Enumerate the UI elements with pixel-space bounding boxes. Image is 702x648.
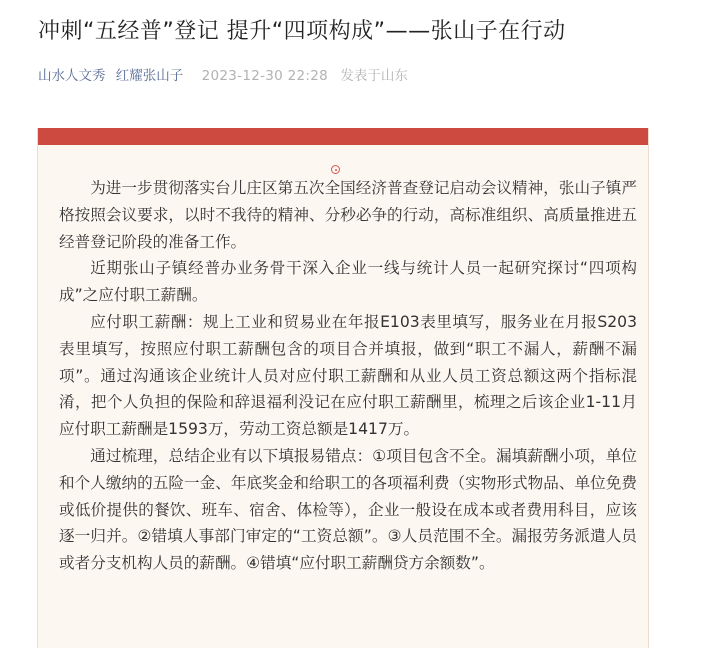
body-paragraph: 为进一步贯彻落实台儿庄区第五次全国经济普查登记启动会议精神，张山子镇严格按照会议要求，以时不我待的精神、分秒必争的行动，高标准组织、高质量推进五经普登记阶段的准备工作。 (59, 179, 637, 251)
publish-datetime: 2023-12-30 22:28 (201, 68, 329, 84)
account-name-link[interactable]: 山水人文秀 (38, 68, 106, 84)
circle-ornament-icon (331, 165, 340, 174)
body-paragraph: 通过梳理，总结企业有以下填报易错点：①项目包含不全。漏填薪酬小项，单位和个人缴纳的五险一金、年底奖金和给职工的各项福利费（实物形式物品、单位免费或低价提供的餐饮、班车、宿舍、体检等），企业一般设在成本或者费用科目，应该逐一归并。②错填人事部门审定的“工资总额”。③人员范围不全。漏报劳务派遣人员或者分支机构人员的薪酬。④错填“应付职工薪酬贷方余额数”。 (59, 446, 637, 573)
body-paragraph: 近期张山子镇经普办业务骨干深入企业一线与统计人员一起研究探讨“四项构成”之应付职工薪酬。 (59, 259, 637, 305)
article-body (59, 175, 637, 577)
article-title: 冲刺“五经普”登记 提升“四项构成”——张山子在行动 (38, 19, 566, 44)
card-header-bar (38, 128, 648, 145)
account-tag-link[interactable]: 红耀张山子 (115, 68, 184, 84)
article-meta (38, 64, 408, 84)
article-content-card (37, 128, 649, 648)
body-paragraph: 应付职工薪酬：规上工业和贸易业在年报E103表里填写，服务业在月报S203表里填写，按照应付职工薪酬包含的项目合并填报，做到“职工不漏人，薪酬不漏项”。通过沟通该企业统计人员对应付职工薪酬和从业人员工资总额这两个指标混淆，把个人负担的保险和辞退福利没记在应付职工薪酬里，梳理之后该企业1-11月应付职工薪酬是1593万，劳动工资总额是1417万。 (59, 312, 637, 439)
publish-location: 发表于山东 (340, 68, 408, 84)
